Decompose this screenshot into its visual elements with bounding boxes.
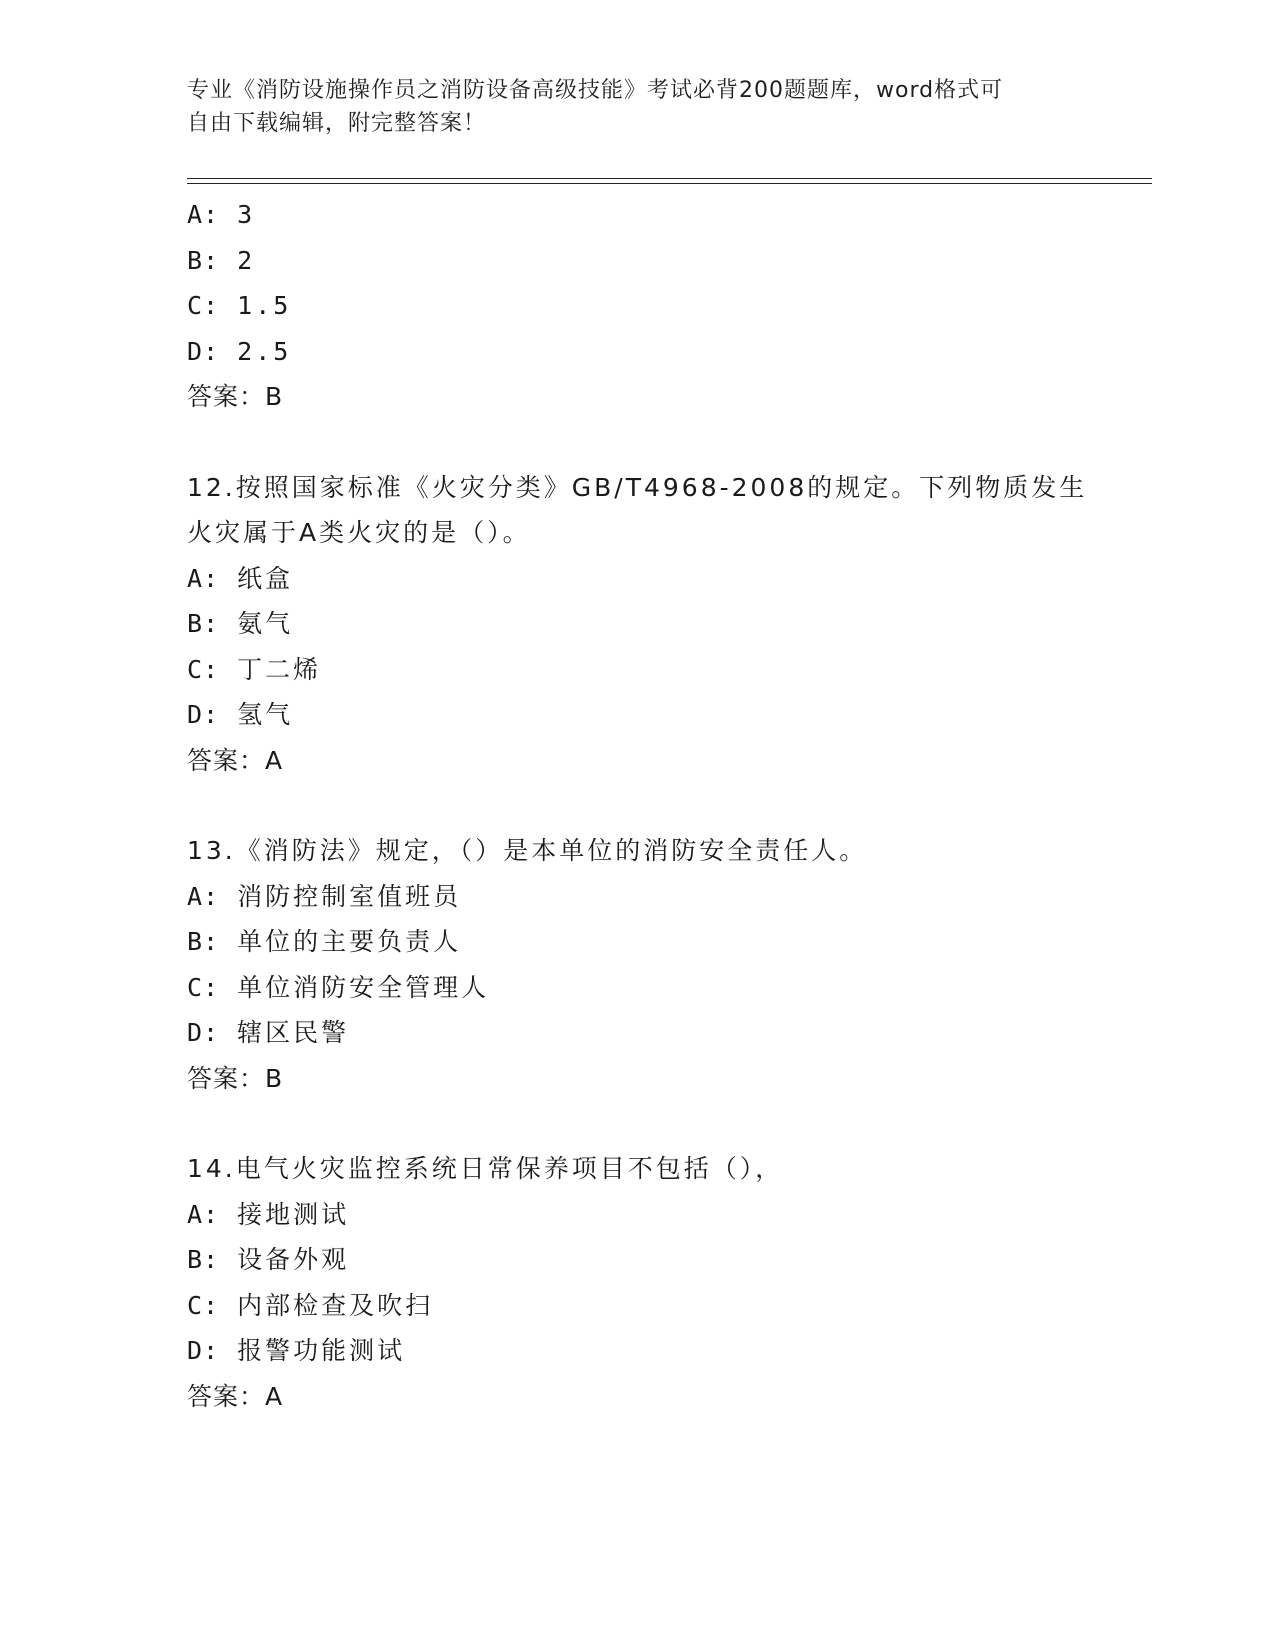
- question-14: [187, 1146, 1152, 1419]
- question-stem-line: 火灾属于A类火灾的是（）。: [187, 518, 531, 547]
- question-13: [187, 828, 1152, 1101]
- option-a: A: 3: [187, 200, 256, 229]
- option-d: D: 辖区民警: [187, 1018, 350, 1047]
- document-header: [187, 74, 1067, 140]
- option-c: C: 1.5: [187, 291, 292, 320]
- answer-line: 答案：B: [187, 1063, 284, 1093]
- question-list: [187, 192, 1152, 1419]
- answer-line: 答案：A: [187, 745, 284, 775]
- option-c: C: 丁二烯: [187, 654, 322, 684]
- option-a: A: 消防控制室值班员: [187, 881, 462, 911]
- answer-line: 答案：B: [187, 382, 284, 411]
- option-b: B: 单位的主要负责人: [187, 927, 462, 956]
- question-stem-line: 12.按照国家标准《火灾分类》GB/T4968-2008的规定。下列物质发生: [187, 472, 1088, 502]
- question-stem-line: 14.电气火灾监控系统日常保养项目不包括（），: [187, 1154, 784, 1183]
- option-b: B: 设备外观: [187, 1245, 350, 1274]
- header-line-1: 专业《消防设施操作员之消防设备高级技能》考试必背200题题库，word格式可: [187, 78, 1004, 103]
- option-a: A: 纸盒: [187, 563, 294, 593]
- header-line-2: 自由下载编辑，附完整答案！: [187, 111, 487, 136]
- answer-line: 答案：A: [187, 1381, 284, 1411]
- option-c: C: 单位消防安全管理人: [187, 972, 490, 1002]
- spacer: [187, 1101, 1152, 1146]
- question-11-continued: [187, 192, 1152, 420]
- spacer: [187, 420, 1152, 465]
- spacer: [187, 783, 1152, 828]
- option-a: A: 接地测试: [187, 1199, 350, 1229]
- option-b: B: 2: [187, 245, 256, 275]
- question-stem-line: 13.《消防法》规定，（）是本单位的消防安全责任人。: [187, 836, 868, 865]
- header-divider-bottom: [187, 183, 1152, 184]
- question-12: [187, 465, 1152, 784]
- option-d: D: 2.5: [187, 336, 292, 366]
- option-d: D: 报警功能测试: [187, 1336, 406, 1365]
- option-c: C: 内部检查及吹扫: [187, 1290, 434, 1320]
- option-b: B: 氨气: [187, 609, 294, 638]
- header-divider-top: [187, 178, 1152, 179]
- option-d: D: 氢气: [187, 700, 294, 729]
